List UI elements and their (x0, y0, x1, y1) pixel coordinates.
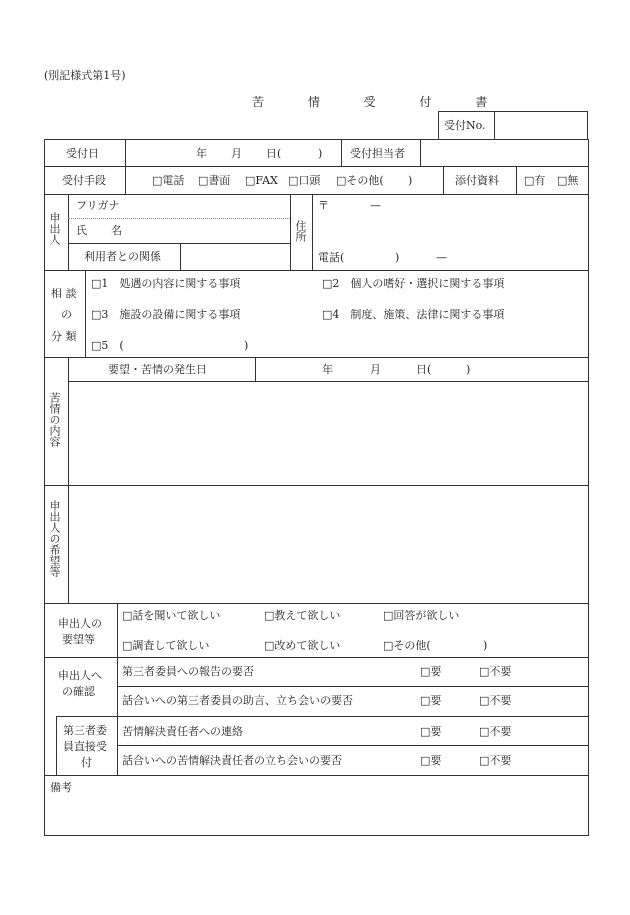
third-party-row-2-yes-checkbox[interactable]: □要 (420, 754, 442, 767)
applicant-label: 申出人 (48, 212, 61, 245)
relation-label: 利用者との関係 (84, 250, 161, 263)
relation-field[interactable] (182, 245, 288, 268)
request-answer-checkbox[interactable]: □回答が欲しい (383, 609, 460, 622)
third-party-row-1-text: 苦情解決責任者への連絡 (122, 725, 243, 738)
third-party-row-2-text: 話合いへの苦情解決責任者の立ち会いの要否 (122, 754, 342, 767)
category-label-1: 相 談 (51, 287, 77, 300)
category-checkbox-5[interactable]: □5 ( (91, 339, 124, 352)
third-party-label-1: 第三者委 (63, 724, 107, 737)
request-other-close: ) (483, 639, 488, 652)
notes-field[interactable] (46, 797, 587, 834)
confirm-row-1-no-checkbox[interactable]: □不要 (479, 665, 512, 678)
postal-dash: — (370, 199, 381, 212)
confirm-row-1-text: 第三者委員への報告の要否 (122, 665, 254, 678)
method-phone-checkbox[interactable]: □電話 (152, 174, 185, 187)
requests-label-2: 要望等 (62, 633, 95, 646)
year-label: 年 (196, 147, 207, 160)
confirm-row-2-no-checkbox[interactable]: □不要 (479, 694, 512, 707)
method-document-checkbox[interactable]: □書面 (198, 174, 231, 187)
receipt-date-label: 受付日 (66, 147, 99, 160)
requests-label-1: 申出人の (58, 617, 102, 630)
method-other-checkbox[interactable]: □その他( (336, 174, 384, 187)
occurrence-day: 日( (416, 363, 432, 376)
postal-mark: 〒 (318, 199, 329, 212)
receipt-no-label: 受付No. (444, 119, 486, 132)
phone-close: ) (395, 251, 400, 264)
third-party-row-2-no-checkbox[interactable]: □不要 (479, 754, 512, 767)
occurrence-day-close: ) (466, 363, 471, 376)
third-party-row-1-yes-checkbox[interactable]: □要 (420, 725, 442, 738)
month-label: 月 (231, 147, 242, 160)
address-field[interactable] (314, 214, 586, 244)
category-checkbox-4[interactable]: □4 制度、施策、法律に関する事項 (322, 308, 505, 321)
attach-yes-checkbox[interactable]: □有 (524, 174, 546, 187)
notes-label: 備考 (50, 781, 72, 794)
confirmation-label-2: の確認 (62, 685, 95, 698)
request-other-checkbox[interactable]: □その他( (383, 639, 431, 652)
third-party-label-3: 付 (81, 756, 92, 769)
category-checkbox-3[interactable]: □3 施設の設備に関する事項 (91, 308, 241, 321)
phone-label: 電話( (318, 251, 345, 264)
request-improve-checkbox[interactable]: □改めて欲しい (264, 639, 341, 652)
attach-no-checkbox[interactable]: □無 (557, 174, 579, 187)
attachment-label: 添付資料 (455, 174, 499, 187)
category-label-3: 分 類 (51, 330, 77, 343)
form-number-label: (別記様式第1号) (44, 69, 126, 82)
name-label-2: 名 (111, 224, 122, 237)
occurrence-date-label: 要望・苦情の発生日 (108, 363, 207, 376)
wishes-field[interactable] (70, 487, 587, 601)
occurrence-month: 月 (370, 363, 381, 376)
confirm-row-2-yes-checkbox[interactable]: □要 (420, 694, 442, 707)
phone-dash: — (436, 251, 447, 264)
wishes-label: 申出人の希望等 (48, 500, 61, 577)
staff-label: 受付担当者 (350, 147, 405, 160)
request-listen-checkbox[interactable]: □話を聞いて欲しい (122, 609, 221, 622)
day-label: 日( (266, 147, 282, 160)
method-label: 受付手段 (62, 174, 106, 187)
furigana-label: フリガナ (76, 199, 120, 212)
request-teach-checkbox[interactable]: □教えて欲しい (264, 609, 341, 622)
complaint-content-label: 苦情の内容 (48, 392, 61, 447)
request-investigate-checkbox[interactable]: □調査して欲しい (122, 639, 210, 652)
confirmation-label-1: 申出人へ (58, 669, 102, 682)
category-label-2: の (61, 308, 72, 321)
name-label-1: 氏 (76, 224, 87, 237)
occurrence-year: 年 (322, 363, 333, 376)
method-fax-checkbox[interactable]: □FAX (245, 174, 278, 187)
address-label: 住所 (294, 220, 307, 242)
method-other-close: ) (408, 174, 413, 187)
category-checkbox-1[interactable]: □1 処遇の内容に関する事項 (91, 277, 241, 290)
confirm-row-2-text: 話合いへの第三者委員の助言、立ち会いの要否 (122, 694, 353, 707)
name-field[interactable] (130, 220, 288, 241)
category-checkbox-2[interactable]: □2 個人の嗜好・選択に関する事項 (322, 277, 505, 290)
complaint-content-field[interactable] (70, 383, 587, 483)
category-5-close: ) (244, 339, 249, 352)
receipt-no-field[interactable] (496, 112, 586, 138)
page-title: 苦 情 受 付 書 (252, 95, 508, 109)
confirm-row-1-yes-checkbox[interactable]: □要 (420, 665, 442, 678)
day-close: ) (318, 147, 323, 160)
staff-field[interactable] (422, 141, 586, 165)
method-oral-checkbox[interactable]: □口頭 (288, 174, 321, 187)
third-party-row-1-no-checkbox[interactable]: □不要 (479, 725, 512, 738)
third-party-label-2: 員直接受 (63, 740, 107, 753)
